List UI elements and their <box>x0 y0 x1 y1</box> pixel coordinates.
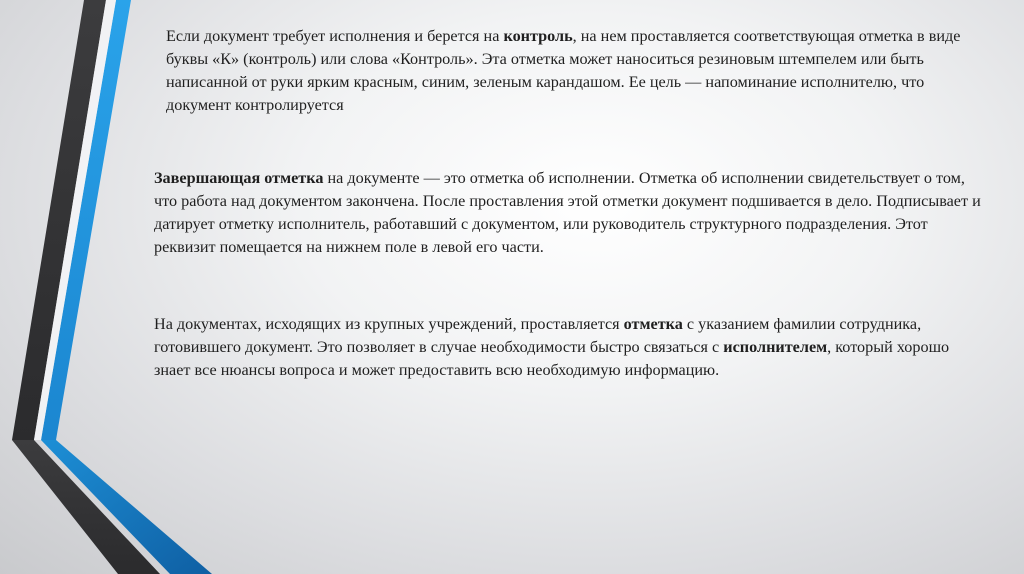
light-stripe <box>34 0 116 440</box>
paragraph-completion-mark: Завершающая отметка на документе — это отметка об исполнении. Отметка об исполнении свидетельствует о том, что работа над документом закончена. После проставления этой отметки документ подшивается в дело. Подписывает и датирует отметку исполнитель, работавший с документом, или руководитель структурного подразделения. Этот реквизит помещается на нижнем поле в левой его части. <box>154 169 981 256</box>
bold-term-completion-mark: Завершающая отметка <box>154 169 324 187</box>
dark-stripe-vertical <box>12 0 106 440</box>
dark-stripe-diagonal <box>12 440 160 574</box>
blue-stripe-diagonal <box>41 440 212 574</box>
bold-term-mark: отметка <box>623 315 683 333</box>
paragraph-control-mark: Если документ требует исполнения и берется на контроль, на нем проставляется соответствующая отметка в виде буквы «К» (контроль) или слова «Контроль». Эта отметка может наноситься резиновым штемпелем или быть написанной от руки ярким красным, синим, зеленым карандашом. Ее цель — напоминание исполнителю, что документ контролируется <box>166 27 961 114</box>
bold-term-control: контроль <box>503 27 573 45</box>
paragraph-executor-mark: На документах, исходящих из крупных учреждений, проставляется отметка с указанием фамилии сотрудника, готовившего документ. Это позволяет в случае необходимости быстро связаться с исполнителем, который хорошо знает все нюансы вопроса и может предоставить всю необходимую информацию. <box>154 315 950 379</box>
blue-stripe-vertical <box>41 0 131 440</box>
bold-term-executor: исполнителем <box>723 338 828 356</box>
